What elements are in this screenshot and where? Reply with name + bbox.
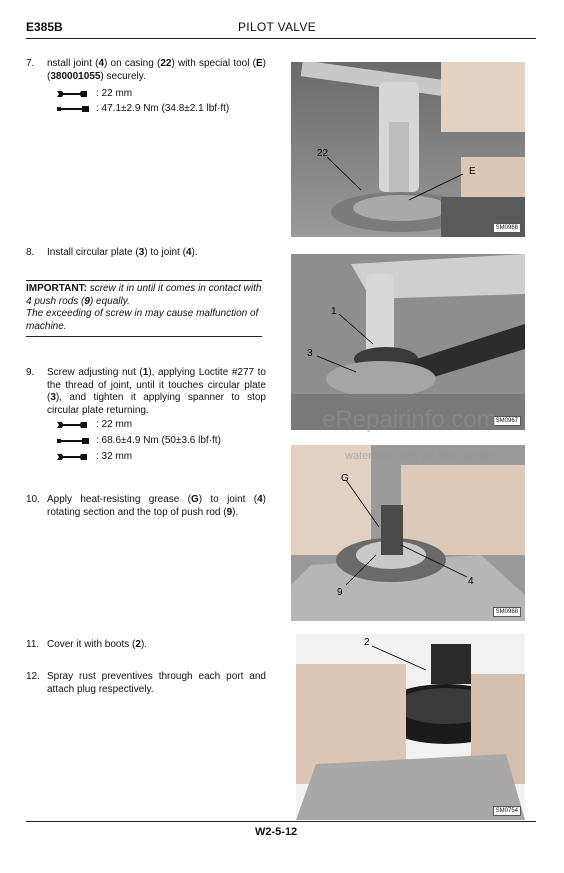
figure-apply-grease: [291, 445, 525, 621]
step-number: 9.: [26, 367, 35, 378]
step-text: Install circular plate (3) to joint (4).: [47, 247, 198, 258]
step-number: 12.: [26, 671, 40, 682]
callout-2: 2: [364, 637, 370, 648]
step-number: 8.: [26, 247, 35, 258]
page-number: W2-5-12: [255, 826, 298, 838]
step-text: Cover it with boots (2).: [47, 639, 148, 650]
note-bottom-rule: [26, 336, 262, 337]
step-number: 7.: [26, 58, 35, 69]
step-7: [26, 58, 266, 83]
note-body: IMPORTANT: screw it in until it comes in contact with 4 push rods (9) equally. The exceeding of screw in may cause malfunction of machine.: [26, 283, 262, 332]
step-number: 11.: [26, 639, 40, 650]
callout-g: G: [341, 473, 349, 484]
torque-wrench-icon: [56, 435, 90, 452]
callout-22: 22: [317, 148, 329, 159]
callout-3: 3: [307, 348, 313, 359]
step-8: [26, 247, 266, 260]
figure-id: SM0966: [493, 223, 521, 233]
figure-id: SM0968: [493, 607, 521, 617]
callout-e: E: [469, 166, 476, 177]
important-note: [26, 280, 262, 337]
wrench-icon: [56, 419, 88, 436]
footer-divider: [26, 821, 536, 822]
step-text: Screw adjusting nut (1), applying Loctite #277 to the thread of joint, until it touches circular plate (3), and tighten it applying spanner to stop circular plate returning.: [47, 367, 266, 416]
watermark-text: eRepairinfo.com: [322, 406, 497, 433]
wrench-icon: [56, 451, 88, 468]
step-11: [26, 639, 266, 652]
header-divider: [26, 38, 536, 39]
figure-circular-plate: [291, 254, 525, 430]
figure-id: SM0754: [493, 806, 521, 816]
note-label: IMPORTANT:: [26, 283, 87, 294]
model-code: E385B: [26, 20, 63, 34]
step-9: [26, 367, 266, 417]
step-number: 10.: [26, 494, 40, 505]
figure-install-joint: [291, 62, 525, 237]
callout-4: 4: [468, 576, 474, 587]
callout-9: 9: [337, 587, 343, 598]
section-title: PILOT VALVE: [238, 20, 317, 34]
figure-cover-boots: [296, 634, 525, 820]
step-12: [26, 671, 266, 696]
step-text: Apply heat-resisting grease (G) to joint (4) rotating section and the top of push rod (9).: [47, 494, 266, 518]
torque-wrench-icon: [56, 103, 90, 120]
watermark-subtext: watermark only on this sample: [345, 450, 494, 462]
step-10: [26, 494, 266, 519]
figure-id: SM0967: [493, 416, 521, 426]
callout-1: 1: [331, 306, 337, 317]
step-text: nstall joint (4) on casing (22) with special tool (E) (380001055) securely.: [47, 58, 266, 82]
step-text: Spray rust preventives through each port and attach plug respectively.: [47, 671, 266, 695]
